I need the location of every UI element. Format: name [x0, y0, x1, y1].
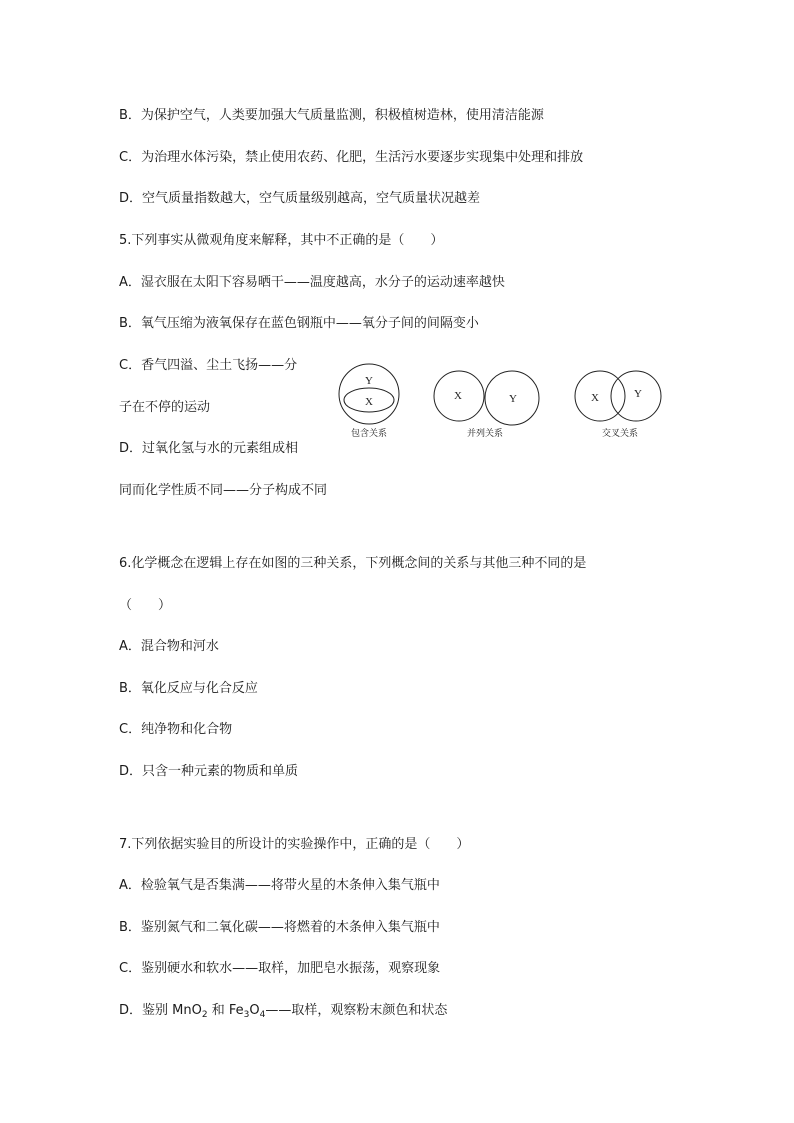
q7-option-d-prefix: D．鉴别: [119, 1003, 173, 1018]
q6-option-b: B．氧化反应与化合反应: [119, 681, 258, 696]
parallel-left-label: X: [454, 390, 462, 402]
q6-stem: 6.化学概念在逻辑上存在如图的三种关系，下列概念间的关系与其他三种不同的是: [119, 556, 587, 571]
q5-option-b: B．氧气压缩为液氧保存在蓝色钢瓶中——氧分子间的间隔变小: [119, 316, 479, 331]
q7-stem: 7.下列依据实验目的所设计的实验操作中，正确的是（ ）: [119, 837, 470, 852]
q6-option-c: C．纯净物和化合物: [119, 722, 233, 737]
q6-stem-paren: （ ）: [119, 598, 172, 613]
q4-option-c: C．为治理水体污染，禁止使用农药、化肥，生活污水要逐步实现集中处理和排放: [119, 150, 584, 165]
q5-option-a: A．湿衣服在太阳下容易晒干——温度越高，水分子的运动速率越快: [119, 275, 505, 290]
contain-outer-label: Y: [365, 375, 373, 387]
q7-option-d-mid: 和: [207, 1003, 229, 1018]
contain-relation: [339, 364, 399, 439]
set-relation-diagram: [330, 352, 675, 447]
parallel-relation: [434, 371, 539, 439]
cross-relation: [575, 371, 661, 439]
cross-left-label: X: [591, 392, 599, 404]
q7-option-d: [119, 1002, 447, 1020]
parallel-right-label: Y: [509, 393, 517, 405]
contain-inner-label: X: [365, 396, 373, 408]
q6-option-a: A．混合物和河水: [119, 639, 219, 654]
q7-option-c: C．鉴别硬水和软水——取样，加肥皂水振荡，观察现象: [119, 961, 441, 976]
cross-right-label: Y: [634, 388, 642, 400]
q5-stem: 5.下列事实从微观角度来解释，其中不正确的是（ ）: [119, 233, 444, 248]
q5-option-c-line1: C．香气四溢、尘土飞扬——分: [119, 358, 298, 373]
q5-option-c-line2: 子在不停的运动: [119, 400, 211, 415]
cross-caption: 交叉关系: [601, 429, 639, 439]
formula-mno2: MnO$_2$: [172, 1003, 208, 1020]
q5-option-d-line2: 同而化学性质不同——分子构成不同: [119, 483, 328, 498]
q5-option-d-line1: D．过氧化氢与水的元素组成相: [119, 441, 299, 456]
q4-option-b: B．为保护空气，人类要加强大气质量监测，积极植树造林，使用清洁能源: [119, 108, 544, 123]
q7-option-b: B．鉴别氮气和二氧化碳——将燃着的木条伸入集气瓶中: [119, 920, 440, 935]
contain-caption: 包含关系: [350, 429, 388, 439]
q4-option-d: D．空气质量指数越大，空气质量级别越高，空气质量状况越差: [119, 191, 481, 206]
formula-fe3o4: $Fe_3O_4$: [228, 1003, 266, 1020]
q7-option-d-suffix: ——取样，观察粉末颜色和状态: [265, 1003, 448, 1018]
venn-diagrams: [330, 352, 675, 447]
parallel-caption: 并列关系: [466, 429, 504, 439]
q7-option-a: A．检验氧气是否集满——将带火星的木条伸入集气瓶中: [119, 878, 440, 893]
q6-option-d: D．只含一种元素的物质和单质: [119, 764, 299, 779]
